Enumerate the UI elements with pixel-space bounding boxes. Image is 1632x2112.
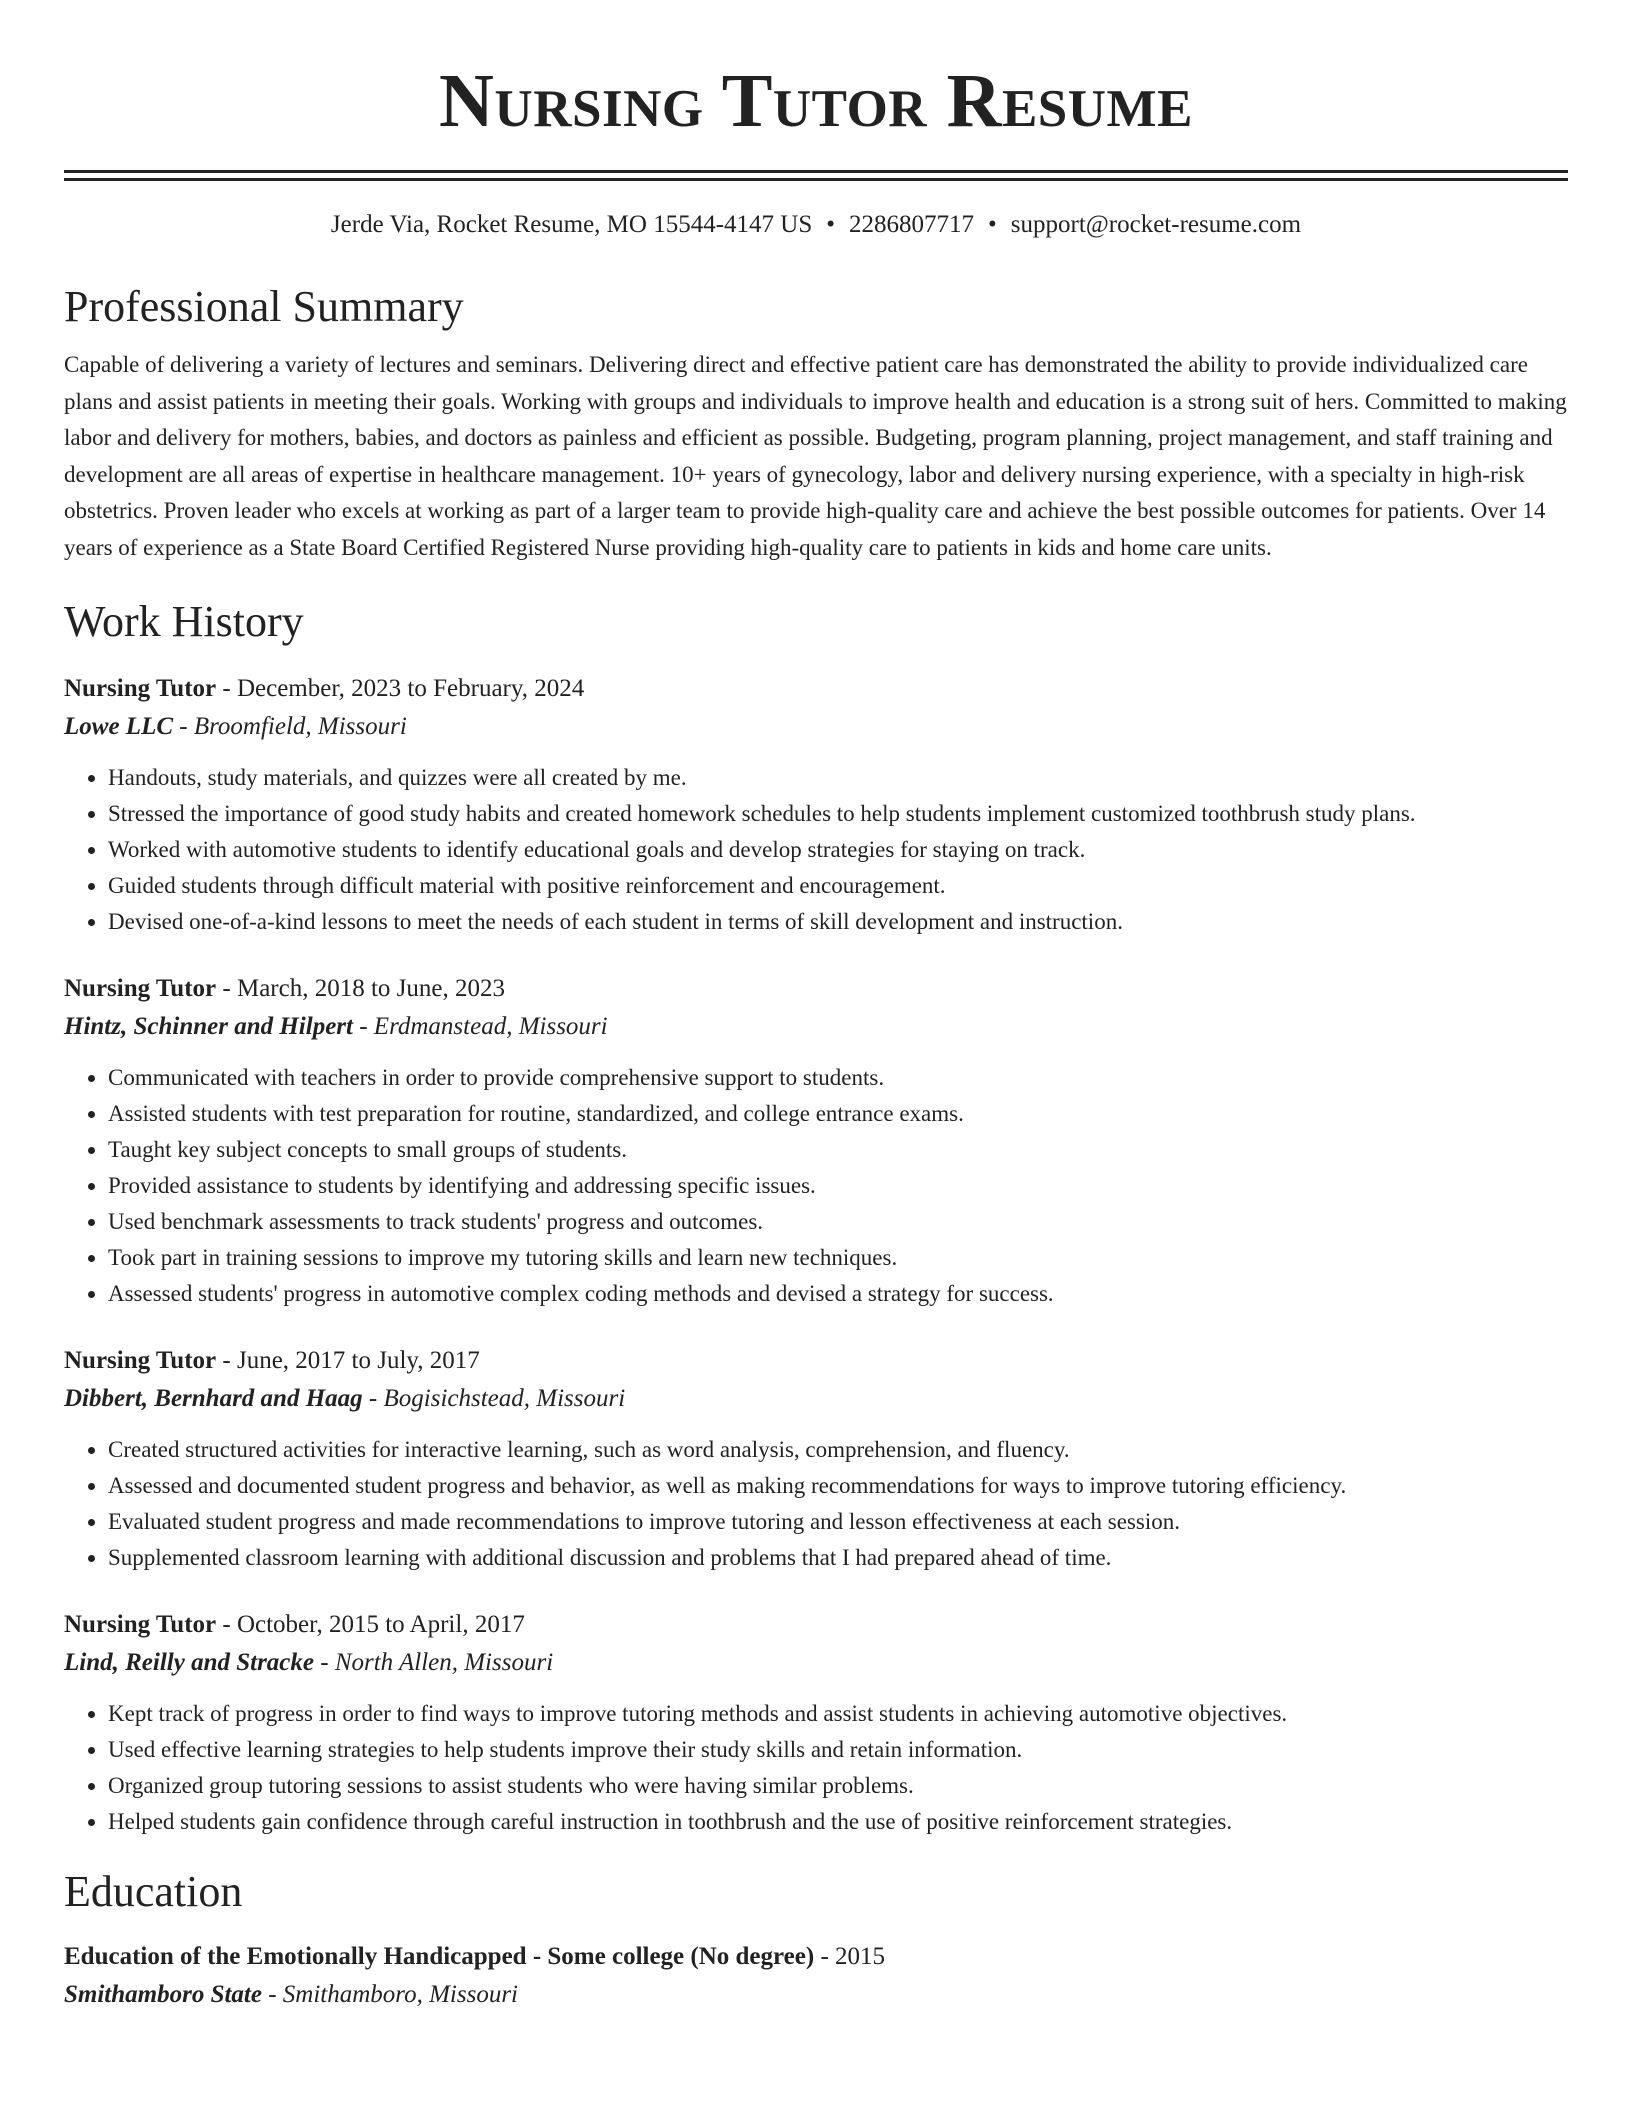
job-duty: • Taught key subject concepts to small groups of students. [108, 1132, 1568, 1168]
job-duty: • Handouts, study materials, and quizzes were all created by me. [108, 760, 1568, 796]
job-duty: • Devised one-of-a-kind lessons to meet the needs of each student in terms of skill development and instruction. [108, 904, 1568, 940]
job-entry [64, 1342, 1568, 1576]
job-duty: • Kept track of progress in order to find ways to improve tutoring methods and assist students in achieving automotive objectives. [108, 1696, 1568, 1732]
job-title-line [64, 1342, 1568, 1380]
contact-address: Jerde Via, Rocket Resume, MO 15544-4147 US [330, 211, 813, 238]
job-title: Nursing Tutor [64, 1611, 217, 1638]
job-duty: • Organized group tutoring sessions to assist students who were having similar problems. [108, 1768, 1568, 1804]
employer-line [64, 1644, 1568, 1682]
job-title: Nursing Tutor [64, 975, 217, 1002]
job-duty: • Used effective learning strategies to help students improve their study skills and retain information. [108, 1732, 1568, 1768]
job-duty: • Helped students gain confidence through careful instruction in toothbrush and the use of positive reinforcement strategies. [108, 1804, 1568, 1840]
contact-line [64, 209, 1568, 241]
contact-separator: • [826, 211, 835, 238]
job-title-line [64, 1606, 1568, 1644]
job-title-line [64, 670, 1568, 708]
job-duty: • Evaluated student progress and made recommendations to improve tutoring and lesson effectiveness at each session. [108, 1504, 1568, 1540]
title-divider [64, 170, 1568, 181]
job-entry [64, 970, 1568, 1312]
job-duty: • Used benchmark assessments to track students' progress and outcomes. [108, 1204, 1568, 1240]
job-duty: • Assessed and documented student progress and behavior, as well as making recommendations for ways to improve tutoring efficiency. [108, 1468, 1568, 1504]
employer-name: Dibbert, Bernhard and Haag [64, 1385, 363, 1412]
job-duties-list [64, 1696, 1568, 1840]
contact-separator: • [988, 211, 997, 238]
employer-name: Hintz, Schinner and Hilpert [64, 1013, 353, 1040]
job-entry [64, 670, 1568, 940]
job-duty: • Created structured activities for interactive learning, such as word analysis, comprehension, and fluency. [108, 1432, 1568, 1468]
job-duty: • Assisted students with test preparation for routine, standardized, and college entrance exams. [108, 1096, 1568, 1132]
employer-line [64, 1380, 1568, 1418]
resume-title: Nursing Tutor Resume [439, 59, 1193, 143]
employer-line [64, 1008, 1568, 1046]
job-duties-list [64, 1060, 1568, 1312]
job-duty: • Communicated with teachers in order to provide comprehensive support to students. [108, 1060, 1568, 1096]
education-school: Smithamboro State [64, 1981, 262, 2008]
job-duty: • Supplemented classroom learning with additional discussion and problems that I had prepared ahead of time. [108, 1540, 1568, 1576]
education-degree: Education of the Emotionally Handicapped - Some college (No degree) [64, 1943, 815, 1970]
employer-location: - Erdmanstead, Missouri [352, 1013, 608, 1040]
job-dates: - October, 2015 to April, 2017 [216, 1611, 525, 1638]
job-duty: • Worked with automotive students to identify educational goals and develop strategies for staying on track. [108, 832, 1568, 868]
education-school-line [64, 1976, 1568, 2014]
summary-text: Capable of delivering a variety of lectures and seminars. Delivering direct and effective patient care has demonstrated the ability to provide individualized care plans and assist patients in meeting their goals. Working with groups and individuals to improve health and education is a strong suit of hers. Committed to making labor and delivery for mothers, babies, and doctors as painless and efficient as possible. Budgeting, program planning, project management, and staff training and development are all areas of expertise in healthcare management. 10+ years of gynecology, labor and delivery nursing experience, with a specialty in high-risk obstetrics. Proven leader who excels at working as part of a larger team to provide high-quality care and achieve the best possible outcomes for patients. Over 14 years of experience as a State Board Certified Registered Nurse providing high-quality care to patients in kids and home care units. [64, 352, 1567, 560]
job-duty: • Provided assistance to students by identifying and addressing specific issues. [108, 1168, 1568, 1204]
education-location: - Smithamboro, Missouri [261, 1981, 518, 2008]
job-dates: - June, 2017 to July, 2017 [216, 1347, 480, 1374]
education-degree-line [64, 1938, 1568, 1976]
job-dates: - March, 2018 to June, 2023 [216, 975, 505, 1002]
job-title: Nursing Tutor [64, 675, 217, 702]
job-duty: • Took part in training sessions to improve my tutoring skills and learn new techniques. [108, 1240, 1568, 1276]
job-duty: • Assessed students' progress in automotive complex coding methods and devised a strategy for success. [108, 1276, 1568, 1312]
education-heading: Education [64, 1867, 243, 1916]
employer-location: - North Allen, Missouri [314, 1649, 554, 1676]
job-duties-list [64, 1432, 1568, 1576]
employer-name: Lind, Reilly and Stracke [64, 1649, 314, 1676]
job-duty: • Guided students through difficult material with positive reinforcement and encouragement. [108, 868, 1568, 904]
job-title-line [64, 970, 1568, 1008]
job-entry [64, 1606, 1568, 1840]
education-year: - 2015 [814, 1943, 886, 1970]
job-title: Nursing Tutor [64, 1347, 217, 1374]
job-duties-list [64, 760, 1568, 940]
employer-line [64, 708, 1568, 746]
employer-name: Lowe LLC [64, 713, 174, 740]
employer-location: - Bogisichstead, Missouri [362, 1385, 626, 1412]
job-dates: - December, 2023 to February, 2024 [216, 675, 585, 702]
job-duty: • Stressed the importance of good study habits and created homework schedules to help students implement customized toothbrush study plans. [108, 796, 1568, 832]
contact-phone: 2286807717 [849, 211, 974, 238]
summary-heading: Professional Summary [64, 282, 464, 331]
work-history-heading: Work History [64, 597, 304, 646]
education-entry [64, 1938, 1568, 2014]
contact-email: support@rocket-resume.com [1010, 211, 1302, 238]
employer-location: - Broomfield, Missouri [173, 713, 407, 740]
